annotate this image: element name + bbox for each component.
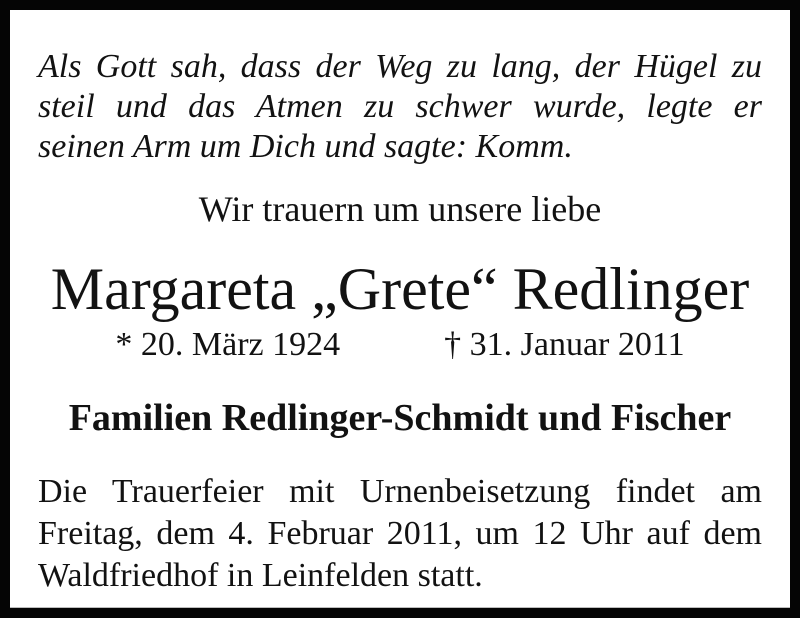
birth-date: * 20. März 1924 — [115, 326, 341, 363]
announcement-line-1: Die Trauerfeier mit Urnenbeisetzung findet am — [38, 473, 762, 510]
quote-line-3: seinen Arm um Dich und sagte: Komm. — [38, 128, 573, 165]
announcement-line-2: Freitag, dem 4. Februar 2011, um 12 Uhr auf dem — [38, 515, 762, 552]
notice-content — [10, 10, 790, 608]
mourning-family-line: Familien Redlinger-Schmidt und Fischer — [68, 397, 732, 439]
memorial-quote — [38, 47, 762, 167]
deceased-name: Margareta „Grete“ Redlinger — [50, 256, 750, 322]
life-dates — [38, 325, 762, 365]
death-date: † 31. Januar 2011 — [444, 326, 685, 363]
mourning-intro: Wir trauern um unsere liebe — [198, 189, 602, 229]
funeral-announcement — [38, 471, 762, 597]
announcement-line-3: Waldfriedhof in Leinfelden statt. — [38, 557, 483, 594]
quote-line-2: steil und das Atmen zu schwer wurde, legte er — [38, 88, 762, 125]
quote-line-1: Als Gott sah, dass der Weg zu lang, der Hügel zu — [38, 48, 762, 85]
